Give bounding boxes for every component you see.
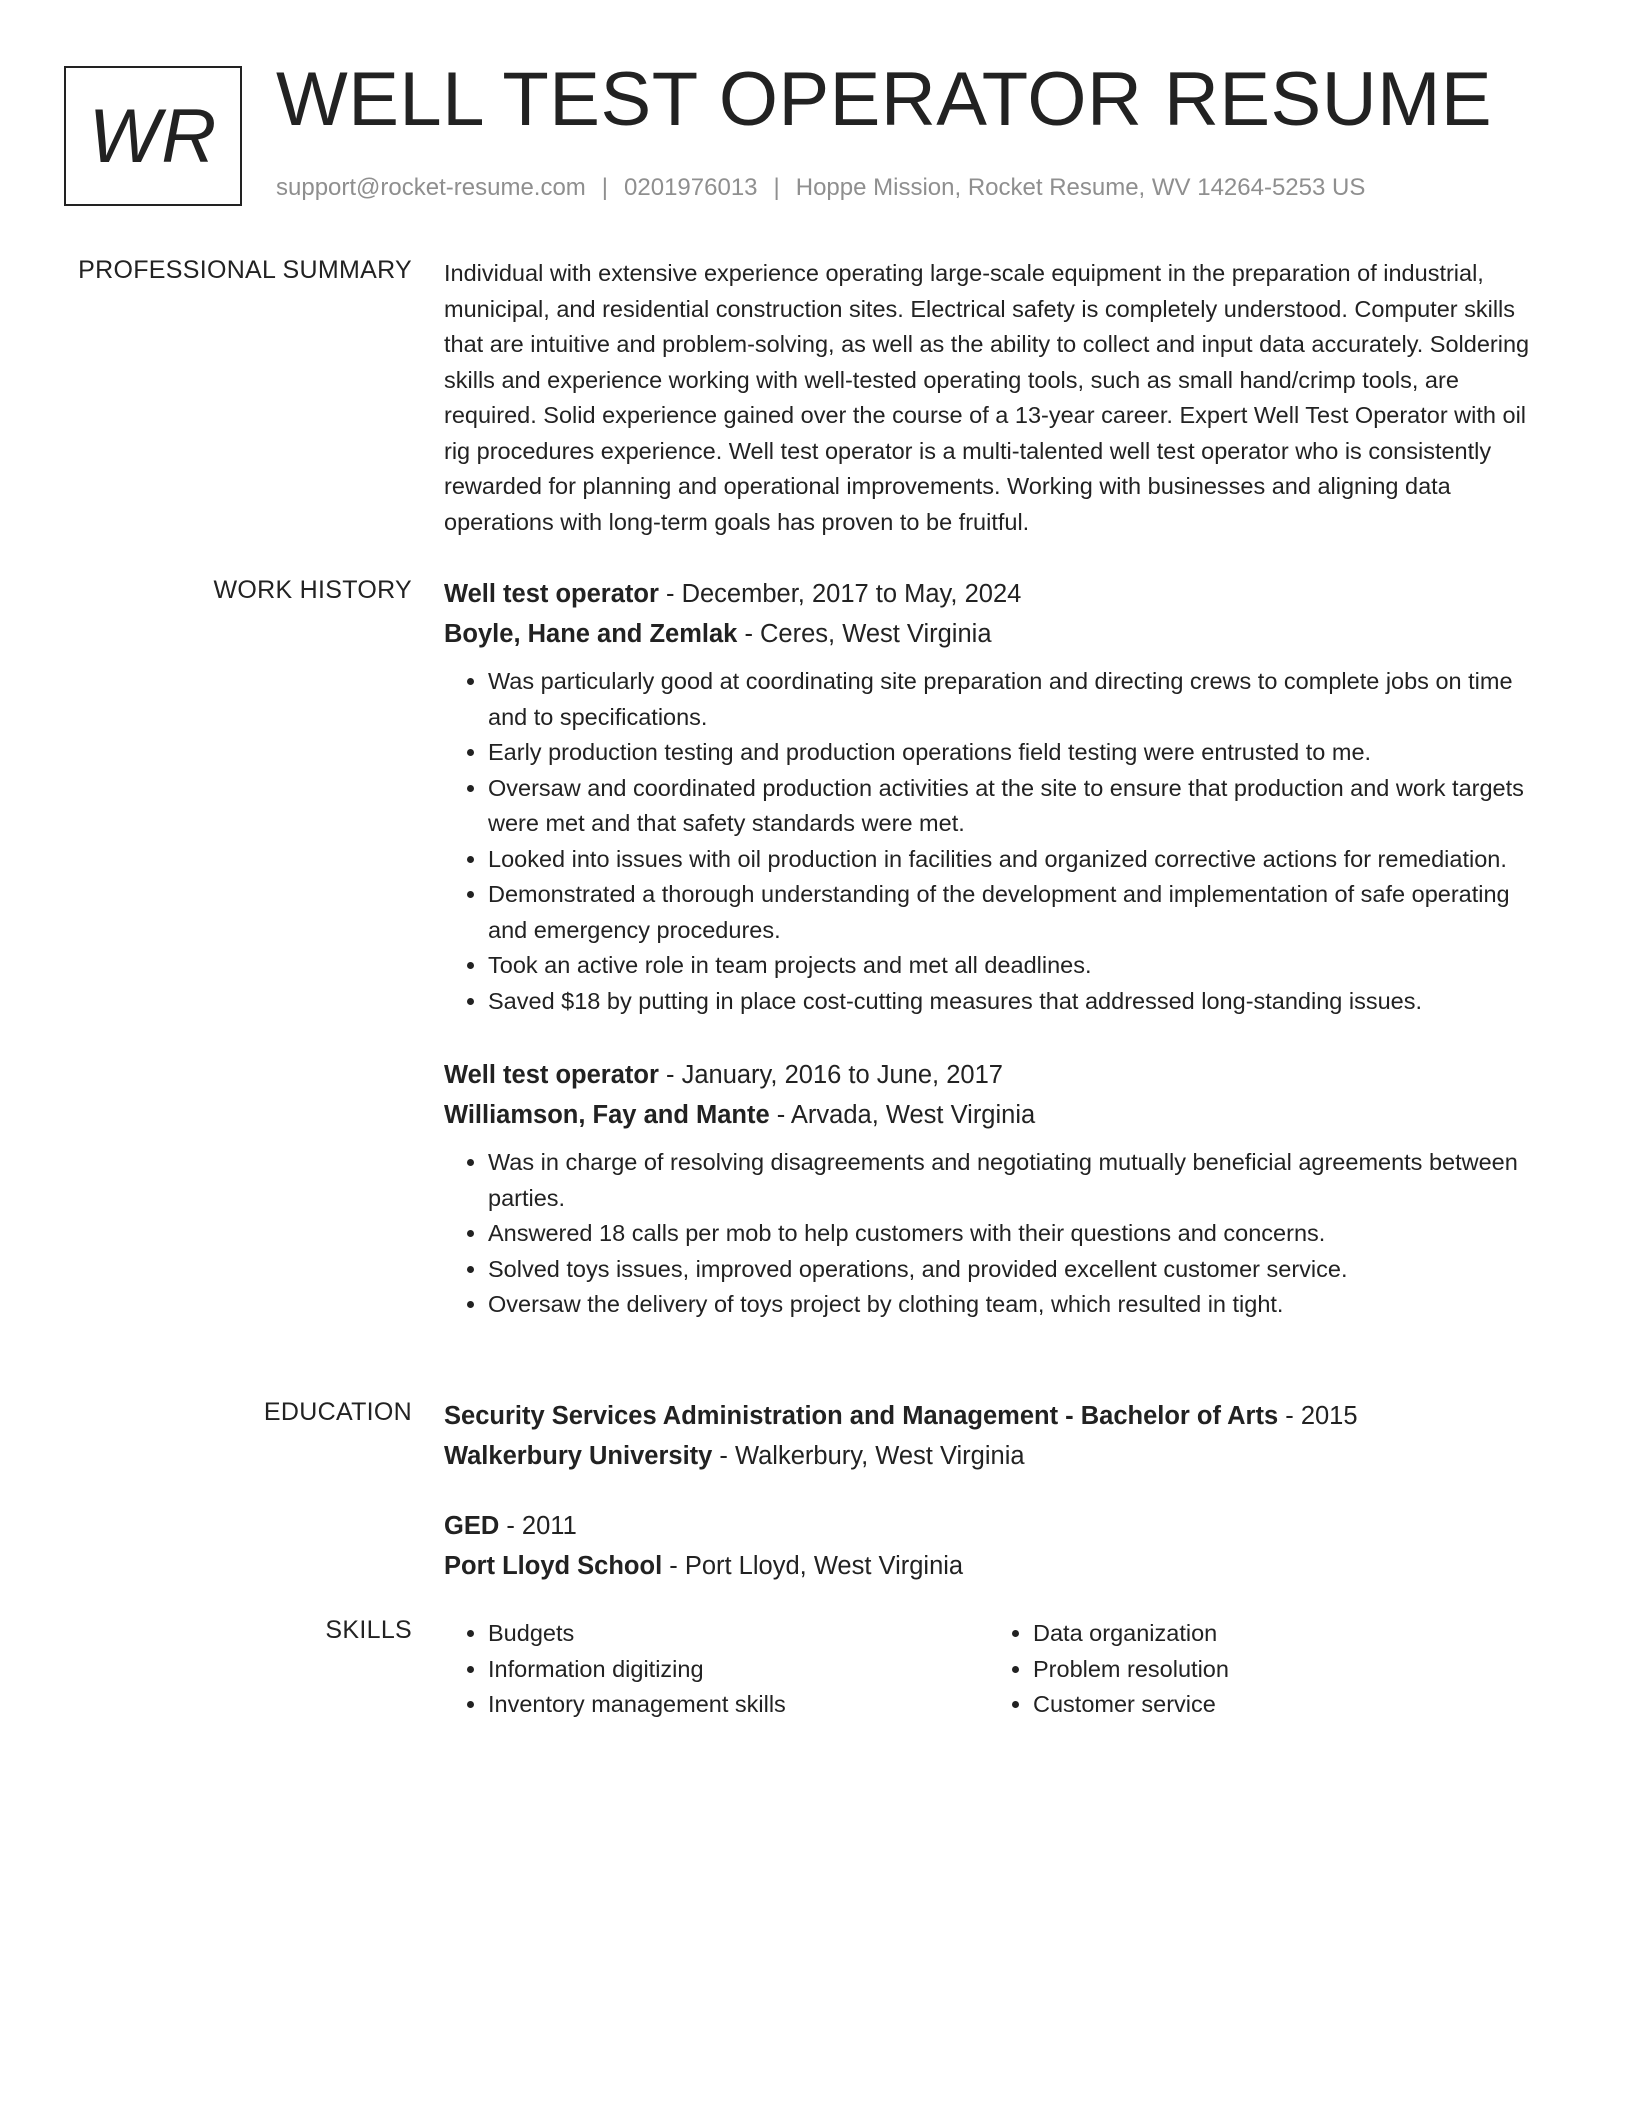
job-bullets [444,1145,1544,1323]
school-name: Port Lloyd School [444,1552,663,1580]
school-location: - Walkerbury, West Virginia [712,1442,1025,1470]
job-title-line [444,574,1544,614]
company-name: Boyle, Hane and Zemlak [444,620,738,648]
degree-name: GED [444,1512,500,1540]
contact-phone: 0201976013 [624,174,758,201]
degree-line [444,1506,1544,1546]
company-name: Williamson, Fay and Mante [444,1101,770,1129]
school-name: Walkerbury University [444,1442,713,1470]
company-location: - Ceres, West Virginia [737,620,992,648]
job-bullet: • Oversaw the delivery of toys project by clothing team, which resulted in tight. [488,1287,1544,1323]
summary-heading: PROFESSIONAL SUMMARY [78,256,412,284]
monogram-box [64,66,242,206]
education-entry [444,1506,1544,1586]
skills-grid [444,1616,1544,1723]
skill-item: • Customer service [1033,1687,1534,1723]
education-entry [444,1396,1544,1476]
company-location: - Arvada, West Virginia [769,1101,1036,1129]
resume-title: WELL TEST OPERATOR RESUME [276,57,1493,142]
skills-heading: SKILLS [325,1616,412,1644]
job-bullet: • Saved $18 by putting in place cost-cutting measures that addressed long-standing issues. [488,984,1544,1020]
job-title-line [444,1055,1544,1095]
skill-item: • Inventory management skills [488,1687,989,1723]
education-heading: EDUCATION [263,1398,412,1426]
contact-separator: | [773,174,780,201]
summary-body [444,256,1544,540]
job-bullet: • Solved toys issues, improved operations, and provided excellent customer service. [488,1252,1544,1288]
job-title: Well test operator [444,580,659,608]
degree-line [444,1396,1544,1436]
job-bullet: • Looked into issues with oil production in facilities and organized corrective actions for remediation. [488,842,1544,878]
job-bullet: • Oversaw and coordinated production activities at the site to ensure that production and work targets were met and that safety standards were met. [488,771,1544,842]
skill-item: • Problem resolution [1033,1652,1534,1688]
school-line [444,1436,1544,1476]
skill-item: • Budgets [488,1616,989,1652]
job-dates: - January, 2016 to June, 2017 [658,1061,1003,1089]
job-title: Well test operator [444,1061,659,1089]
job-bullet: • Answered 18 calls per mob to help customers with their questions and concerns. [488,1216,1544,1252]
skill-item: • Data organization [1033,1616,1534,1652]
job-bullet: • Took an active role in team projects and met all deadlines. [488,948,1544,984]
skills-body [444,1616,1544,1723]
job-bullet: • Was in charge of resolving disagreements and negotiating mutually beneficial agreements between parties. [488,1145,1544,1216]
job-entry [444,1055,1544,1323]
job-entry [444,574,1544,1019]
school-location: - Port Lloyd, West Virginia [662,1552,964,1580]
company-line [444,614,1544,654]
job-dates: - December, 2017 to May, 2024 [658,580,1022,608]
contact-separator: | [601,174,609,201]
degree-year: - 2011 [499,1512,577,1540]
contact-line [276,174,1365,202]
monogram-initials: WR [88,93,218,179]
education-body [444,1396,1544,1586]
skills-list-left [444,1616,989,1723]
contact-address: Hoppe Mission, Rocket Resume, WV 14264-5253 US [795,174,1366,201]
skills-list-right [989,1616,1534,1723]
summary-text: Individual with extensive experience operating large-scale equipment in the preparation of industrial, municipal, and residential construction sites. Electrical safety is completely understood. Computer skills that are intuitive and problem-solving, as well as the ability to collect and input data accurately. Soldering skills and experience working with well-tested operating tools, such as small hand/crimp tools, are required. Solid experience gained over the course of a 13-year career. Expert Well Test Operator with oil rig procedures experience. Well test operator is a multi-talented well test operator who is consistently rewarded for planning and operational improvements. Working with businesses and aligning data operations with long-term goals has proven to be fruitful. [444,260,1530,535]
job-bullet: • Early production testing and production operations field testing were entrusted to me. [488,735,1544,771]
job-bullet: • Demonstrated a thorough understanding of the development and implementation of safe operating and emergency procedures. [488,877,1544,948]
job-bullet: • Was particularly good at coordinating site preparation and directing crews to complete jobs on time and to specifications. [488,664,1544,735]
work-history-body [444,574,1544,1323]
contact-email: support@rocket-resume.com [276,174,586,201]
degree-year: - 2015 [1278,1402,1358,1430]
company-line [444,1095,1544,1135]
job-bullets [444,664,1544,1019]
work-history-heading: WORK HISTORY [213,576,412,604]
skill-item: • Information digitizing [488,1652,989,1688]
degree-name: Security Services Administration and Management - Bachelor of Arts [444,1402,1279,1430]
school-line [444,1546,1544,1586]
